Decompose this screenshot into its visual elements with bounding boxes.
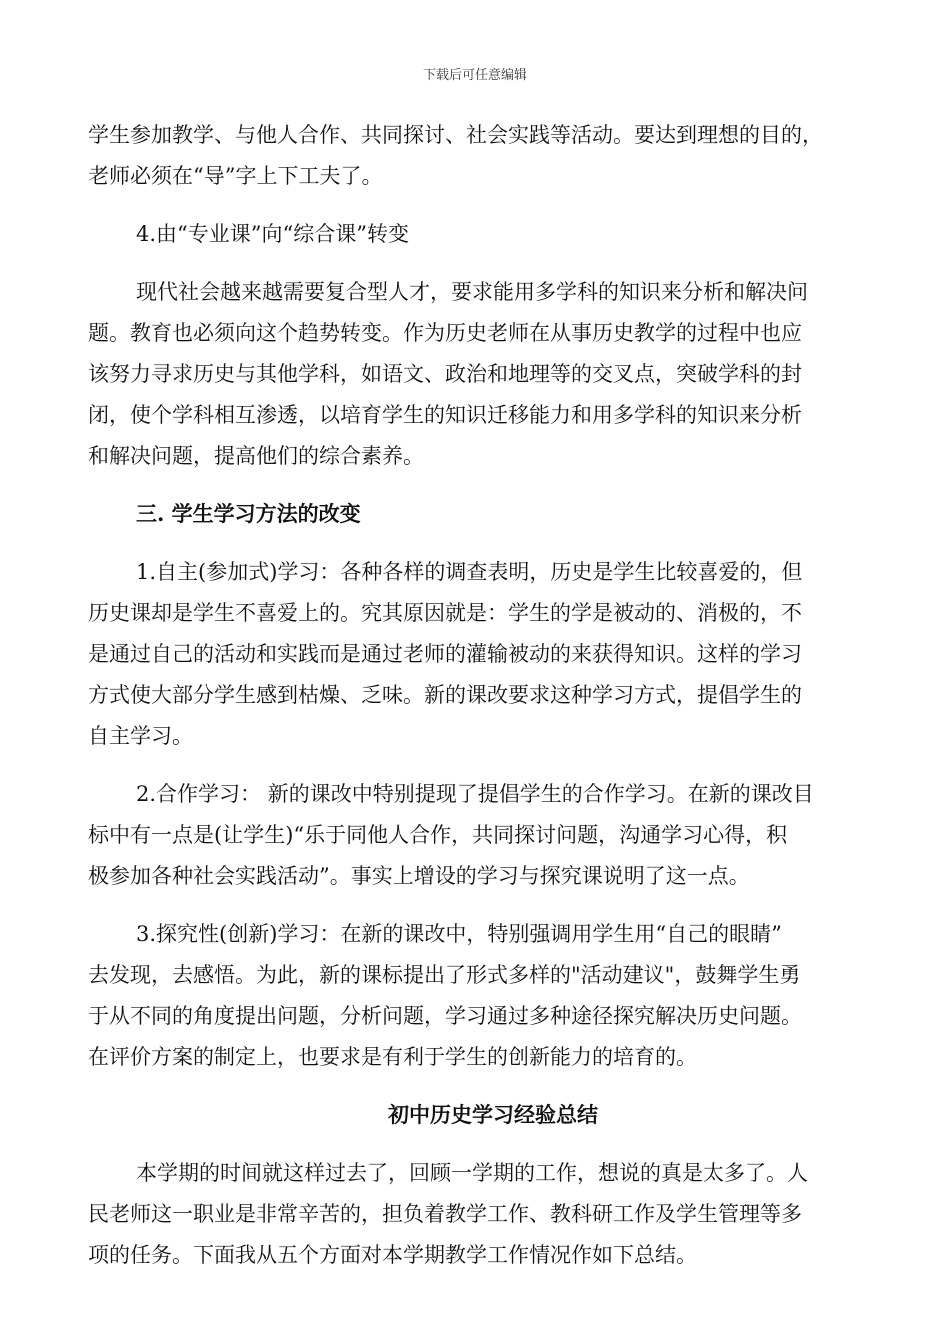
text-line: 自主学习。: [88, 724, 193, 748]
section-heading: 三. 学生学习方法的改变: [136, 501, 361, 526]
text-line: 方式使大部分学生感到枯燥、乏味。新的课改要求这种学习方式，提倡学生的: [88, 683, 802, 707]
text-line: 本学期的时间就这样过去了，回顾一学期的工作，想说的真是太多了。人: [136, 1161, 808, 1185]
text-line: 学生参加教学、与他人合作、共同探讨、社会实践等活动。要达到理想的目的，: [88, 123, 823, 147]
text-line: 2.合作学习： 新的课改中特别提现了提倡学生的合作学习。在新的课改目: [136, 782, 814, 806]
text-line: 民老师这一职业是非常辛苦的，担负着教学工作、教科研工作及学生管理等多: [88, 1202, 802, 1226]
article-title: 初中历史学习经验总结: [388, 1102, 598, 1127]
text-line: 老师必须在“导”字上下工夫了。: [88, 164, 383, 188]
text-line: 闭，使个学科相互渗透，以培育学生的知识迁移能力和用多学科的知识来分析: [88, 403, 802, 427]
text-line: 去发现，去感悟。为此，新的课标提出了形式多样的"活动建议"，鼓舞学生勇: [88, 963, 801, 987]
text-line: 现代社会越来越需要复合型人才，要求能用多学科的知识来分析和解决问: [136, 280, 808, 304]
text-line: 极参加各种社会实践活动”。事实上增设的学习与探究课说明了这一点。: [88, 864, 750, 888]
text-line: 在评价方案的制定上，也要求是有利于学生的创新能力的培育的。: [88, 1045, 697, 1069]
text-line: 标中有一点是(让学生)“乐于同他人合作，共同探讨问题，沟通学习心得，积: [88, 823, 788, 847]
text-line: 3.探究性(创新)学习：在新的课改中，特别强调用学生用“自己的眼睛”: [136, 922, 782, 946]
text-line: 1.自主(参加式)学习：各种各样的调查表明，历史是学生比较喜爱的，但: [136, 560, 803, 584]
text-line: 于从不同的角度提出问题，分析问题，学习通过多种途径探究解决历史问题。: [88, 1004, 802, 1028]
page-header: 下载后可任意编辑: [422, 68, 527, 83]
text-line: 和解决问题，提高他们的综合素养。: [88, 444, 424, 468]
text-line: 题。教育也必须向这个趋势转变。作为历史老师在从事历史教学的过程中也应: [88, 321, 802, 345]
text-line: 历史课却是学生不喜爱上的。究其原因就是：学生的学是被动的、消极的，不: [88, 601, 802, 625]
text-line: 该努力寻求历史与其他学科，如语文、政治和地理等的交叉点，突破学科的封: [88, 362, 802, 386]
text-line: 是通过自己的活动和实践而是通过老师的灌输被动的来获得知识。这样的学习: [88, 642, 802, 666]
section-heading: 4.由“专业课”向“综合课”转变: [136, 222, 409, 246]
text-line: 项的任务。下面我从五个方面对本学期教学工作情况作如下总结。: [88, 1243, 697, 1267]
